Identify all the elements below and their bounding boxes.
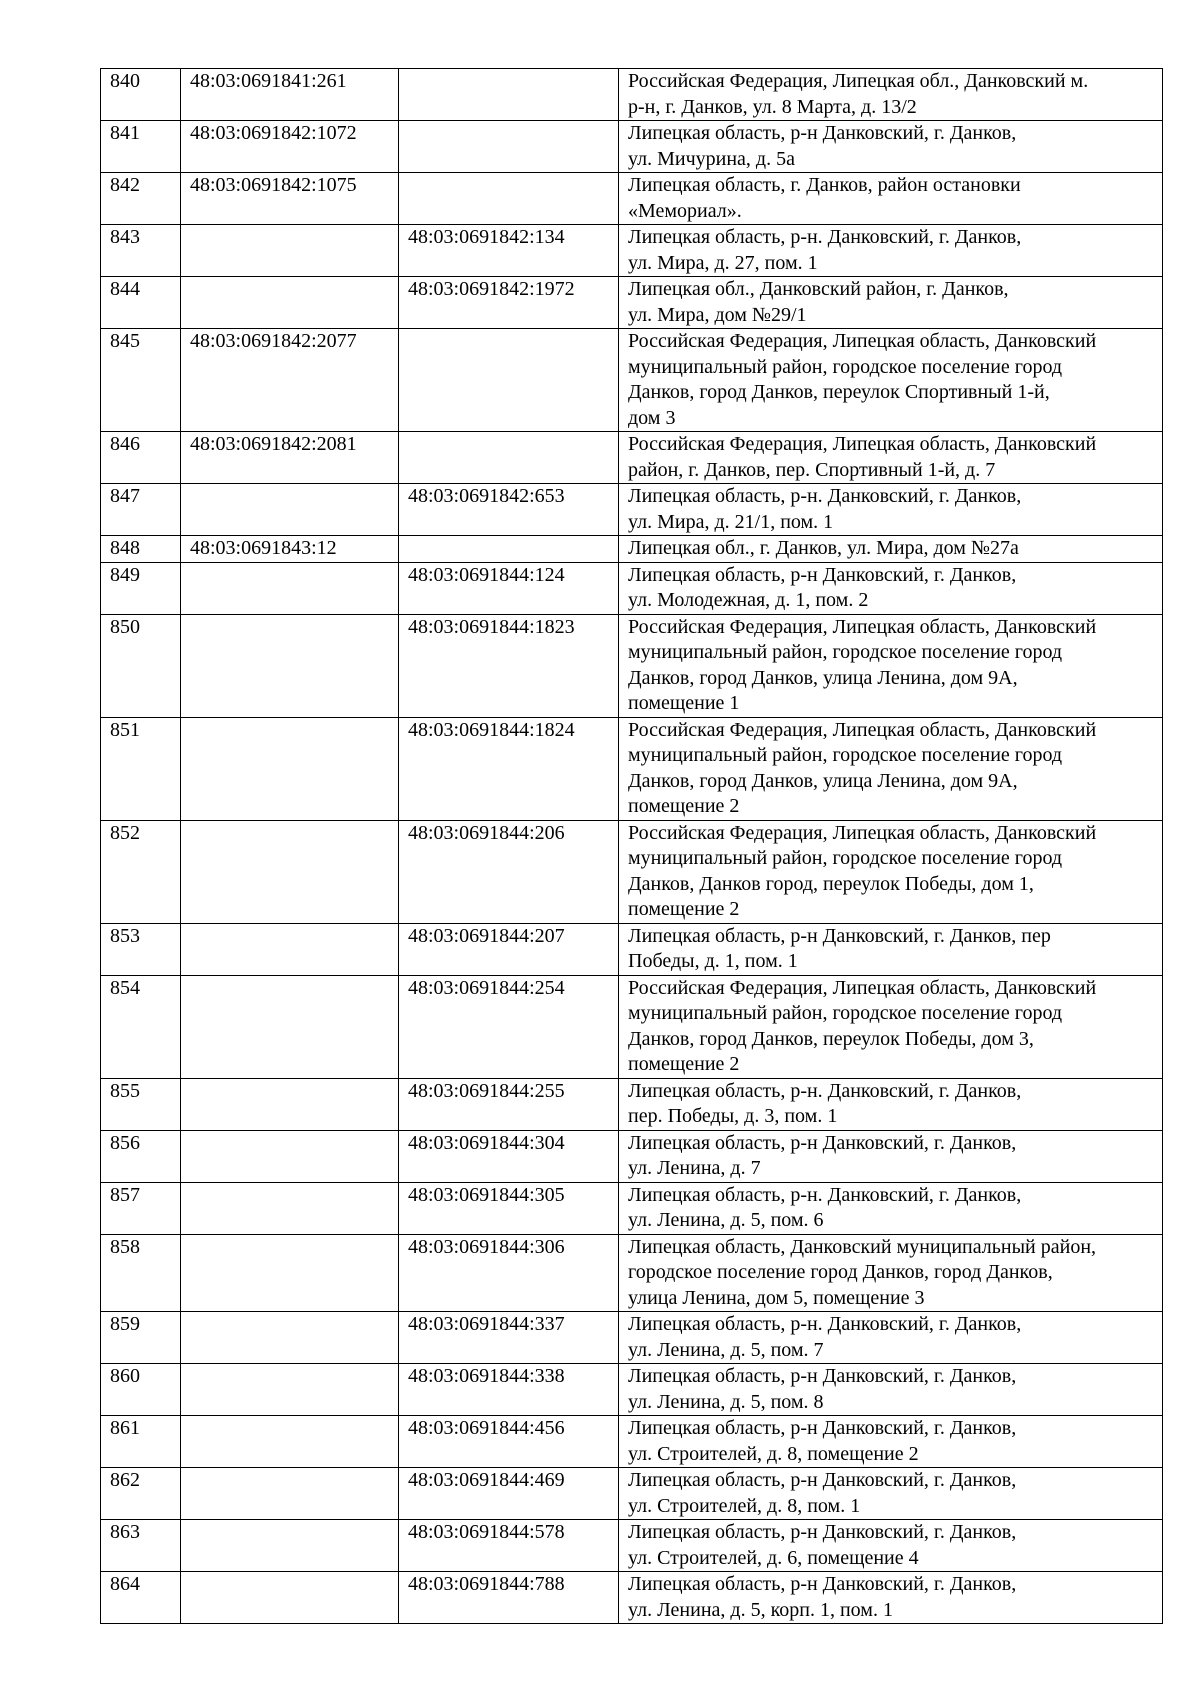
table-row	[101, 923, 1163, 975]
object-cadastral-number-cell	[399, 536, 619, 563]
land-cadastral-number-cell	[181, 1364, 399, 1416]
address-cell: Липецкая область, р-н. Данковский, г. Данков, ул. Мира, д. 21/1, пом. 1	[619, 484, 1163, 536]
row-number-cell: 857	[101, 1182, 181, 1234]
table-row	[101, 1130, 1163, 1182]
object-cadastral-number-cell: 48:03:0691844:469	[399, 1468, 619, 1520]
object-cadastral-number-cell: 48:03:0691844:124	[399, 562, 619, 614]
row-number-cell: 853	[101, 923, 181, 975]
land-cadastral-number-cell	[181, 1416, 399, 1468]
object-cadastral-number-cell: 48:03:0691844:1823	[399, 614, 619, 717]
object-cadastral-number-cell: 48:03:0691844:1824	[399, 717, 619, 820]
row-number-cell: 843	[101, 225, 181, 277]
table-row	[101, 173, 1163, 225]
address-cell: Липецкая область, р-н. Данковский, г. Данков, ул. Мира, д. 27, пом. 1	[619, 225, 1163, 277]
table-row	[101, 1468, 1163, 1520]
object-cadastral-number-cell: 48:03:0691844:788	[399, 1572, 619, 1624]
object-cadastral-number-cell: 48:03:0691842:1972	[399, 277, 619, 329]
address-cell: Российская Федерация, Липецкая область, Данковский муниципальный район, городское поселение город Данков, город Данков, улица Ленина, дом 9А, помещение 1	[619, 614, 1163, 717]
address-cell: Липецкая область, г. Данков, район остановки «Мемориал».	[619, 173, 1163, 225]
object-cadastral-number-cell: 48:03:0691844:337	[399, 1312, 619, 1364]
land-cadastral-number-cell	[181, 1468, 399, 1520]
table-row	[101, 69, 1163, 121]
address-cell: Липецкая обл., г. Данков, ул. Мира, дом №27а	[619, 536, 1163, 563]
object-cadastral-number-cell: 48:03:0691844:338	[399, 1364, 619, 1416]
row-number-cell: 860	[101, 1364, 181, 1416]
table-row	[101, 1520, 1163, 1572]
address-cell: Липецкая область, р-н. Данковский, г. Данков, ул. Ленина, д. 5, пом. 7	[619, 1312, 1163, 1364]
address-cell: Липецкая область, р-н. Данковский, г. Данков, пер. Победы, д. 3, пом. 1	[619, 1078, 1163, 1130]
land-cadastral-number-cell	[181, 1572, 399, 1624]
row-number-cell: 861	[101, 1416, 181, 1468]
land-cadastral-number-cell	[181, 1312, 399, 1364]
address-cell: Липецкая область, р-н Данковский, г. Данков, ул. Ленина, д. 5, пом. 8	[619, 1364, 1163, 1416]
address-cell: Липецкая область, Данковский муниципальный район, городское поселение город Данков, город Данков, улица Ленина, дом 5, помещение 3	[619, 1234, 1163, 1312]
row-number-cell: 855	[101, 1078, 181, 1130]
land-cadastral-number-cell	[181, 484, 399, 536]
land-cadastral-number-cell	[181, 1130, 399, 1182]
row-number-cell: 864	[101, 1572, 181, 1624]
land-cadastral-number-cell: 48:03:0691843:12	[181, 536, 399, 563]
object-cadastral-number-cell: 48:03:0691844:304	[399, 1130, 619, 1182]
object-cadastral-number-cell	[399, 173, 619, 225]
land-cadastral-number-cell	[181, 614, 399, 717]
address-cell: Липецкая область, р-н Данковский, г. Данков, ул. Строителей, д. 8, помещение 2	[619, 1416, 1163, 1468]
table-row	[101, 536, 1163, 563]
address-cell: Российская Федерация, Липецкая область, Данковский район, г. Данков, пер. Спортивный 1-й, д. 7	[619, 432, 1163, 484]
object-cadastral-number-cell: 48:03:0691844:206	[399, 820, 619, 923]
table-row	[101, 329, 1163, 432]
object-cadastral-number-cell: 48:03:0691844:254	[399, 975, 619, 1078]
table-row	[101, 1416, 1163, 1468]
land-cadastral-number-cell	[181, 923, 399, 975]
land-cadastral-number-cell	[181, 820, 399, 923]
row-number-cell: 851	[101, 717, 181, 820]
table-row	[101, 121, 1163, 173]
table-row	[101, 820, 1163, 923]
table-row	[101, 484, 1163, 536]
row-number-cell: 856	[101, 1130, 181, 1182]
land-cadastral-number-cell	[181, 1182, 399, 1234]
address-cell: Российская Федерация, Липецкая область, Данковский муниципальный район, городское поселение город Данков, город Данков, улица Ленина, дом 9А, помещение 2	[619, 717, 1163, 820]
address-cell: Российская Федерация, Липецкая обл., Данковский м. р-н, г. Данков, ул. 8 Марта, д. 13/2	[619, 69, 1163, 121]
document-page	[100, 68, 1162, 1624]
table-row	[101, 614, 1163, 717]
address-cell: Липецкая область, р-н Данковский, г. Данков, ул. Строителей, д. 8, пом. 1	[619, 1468, 1163, 1520]
row-number-cell: 844	[101, 277, 181, 329]
address-cell: Липецкая область, р-н Данковский, г. Данков, ул. Мичурина, д. 5а	[619, 121, 1163, 173]
address-cell: Российская Федерация, Липецкая область, Данковский муниципальный район, городское поселение город Данков, город Данков, переулок Спортивный 1-й, дом 3	[619, 329, 1163, 432]
row-number-cell: 848	[101, 536, 181, 563]
row-number-cell: 854	[101, 975, 181, 1078]
row-number-cell: 842	[101, 173, 181, 225]
object-cadastral-number-cell	[399, 432, 619, 484]
land-cadastral-number-cell	[181, 717, 399, 820]
table-row	[101, 562, 1163, 614]
table-row	[101, 1182, 1163, 1234]
table-row	[101, 717, 1163, 820]
object-cadastral-number-cell: 48:03:0691844:305	[399, 1182, 619, 1234]
object-cadastral-number-cell: 48:03:0691842:134	[399, 225, 619, 277]
table-row	[101, 277, 1163, 329]
address-cell: Липецкая область, р-н Данковский, г. Данков, пер Победы, д. 1, пом. 1	[619, 923, 1163, 975]
row-number-cell: 849	[101, 562, 181, 614]
address-cell: Российская Федерация, Липецкая область, Данковский муниципальный район, городское поселение город Данков, Данков город, переулок Победы, дом 1, помещение 2	[619, 820, 1163, 923]
address-cell: Российская Федерация, Липецкая область, Данковский муниципальный район, городское поселение город Данков, город Данков, переулок Победы, дом 3, помещение 2	[619, 975, 1163, 1078]
row-number-cell: 847	[101, 484, 181, 536]
land-cadastral-number-cell	[181, 1520, 399, 1572]
table-row	[101, 1078, 1163, 1130]
object-cadastral-number-cell: 48:03:0691842:653	[399, 484, 619, 536]
land-cadastral-number-cell: 48:03:0691842:2081	[181, 432, 399, 484]
object-cadastral-number-cell: 48:03:0691844:456	[399, 1416, 619, 1468]
address-cell: Липецкая область, р-н Данковский, г. Данков, ул. Ленина, д. 7	[619, 1130, 1163, 1182]
land-cadastral-number-cell	[181, 225, 399, 277]
object-cadastral-number-cell	[399, 69, 619, 121]
table-row	[101, 1572, 1163, 1624]
land-cadastral-number-cell	[181, 277, 399, 329]
land-cadastral-number-cell	[181, 562, 399, 614]
row-number-cell: 846	[101, 432, 181, 484]
table-row	[101, 225, 1163, 277]
address-cell: Липецкая область, р-н Данковский, г. Данков, ул. Строителей, д. 6, помещение 4	[619, 1520, 1163, 1572]
table-row	[101, 1234, 1163, 1312]
land-cadastral-number-cell: 48:03:0691842:1072	[181, 121, 399, 173]
registry-table	[100, 68, 1163, 1624]
land-cadastral-number-cell: 48:03:0691841:261	[181, 69, 399, 121]
table-row	[101, 975, 1163, 1078]
object-cadastral-number-cell: 48:03:0691844:578	[399, 1520, 619, 1572]
address-cell: Липецкая область, р-н Данковский, г. Данков, ул. Ленина, д. 5, корп. 1, пом. 1	[619, 1572, 1163, 1624]
object-cadastral-number-cell	[399, 121, 619, 173]
table-row	[101, 1364, 1163, 1416]
land-cadastral-number-cell	[181, 975, 399, 1078]
address-cell: Липецкая обл., Данковский район, г. Данков, ул. Мира, дом №29/1	[619, 277, 1163, 329]
row-number-cell: 862	[101, 1468, 181, 1520]
row-number-cell: 859	[101, 1312, 181, 1364]
table-row	[101, 1312, 1163, 1364]
land-cadastral-number-cell: 48:03:0691842:1075	[181, 173, 399, 225]
registry-table-body	[101, 69, 1163, 1624]
object-cadastral-number-cell: 48:03:0691844:255	[399, 1078, 619, 1130]
object-cadastral-number-cell: 48:03:0691844:207	[399, 923, 619, 975]
land-cadastral-number-cell	[181, 1234, 399, 1312]
land-cadastral-number-cell: 48:03:0691842:2077	[181, 329, 399, 432]
land-cadastral-number-cell	[181, 1078, 399, 1130]
address-cell: Липецкая область, р-н. Данковский, г. Данков, ул. Ленина, д. 5, пом. 6	[619, 1182, 1163, 1234]
row-number-cell: 845	[101, 329, 181, 432]
row-number-cell: 850	[101, 614, 181, 717]
row-number-cell: 841	[101, 121, 181, 173]
address-cell: Липецкая область, р-н Данковский, г. Данков, ул. Молодежная, д. 1, пом. 2	[619, 562, 1163, 614]
row-number-cell: 858	[101, 1234, 181, 1312]
object-cadastral-number-cell: 48:03:0691844:306	[399, 1234, 619, 1312]
row-number-cell: 852	[101, 820, 181, 923]
object-cadastral-number-cell	[399, 329, 619, 432]
table-row	[101, 432, 1163, 484]
row-number-cell: 863	[101, 1520, 181, 1572]
row-number-cell: 840	[101, 69, 181, 121]
